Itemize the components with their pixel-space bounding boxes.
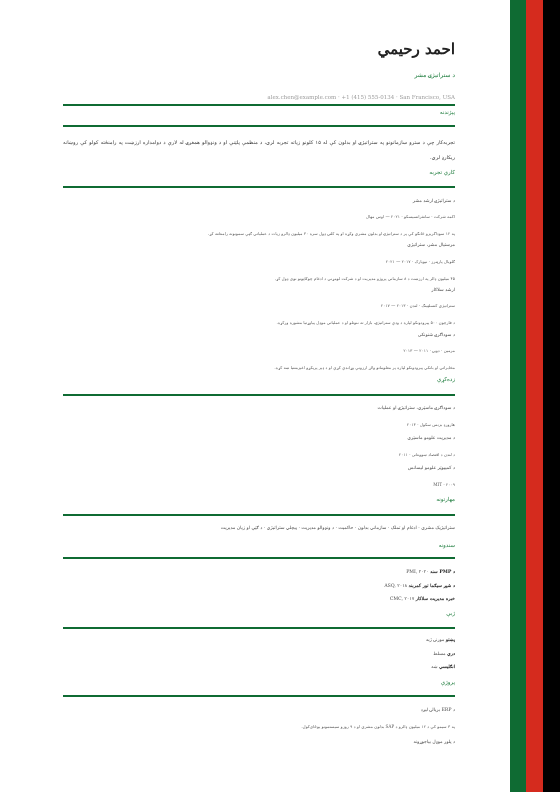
- language-item: [431, 665, 455, 670]
- language-item: [426, 638, 455, 643]
- language-level: مورنۍ ژبه: [425, 638, 445, 643]
- projects-heading: پروژې: [440, 680, 455, 686]
- exp-desc: د فارچون ۵۰۰ پېرودونکو لپاره د ودې ستراتیژۍ، بازار ته ننوتلو او د عملیاتي موډل پیاوړتیا مشوره ورکړه.: [276, 320, 455, 325]
- skills-text: ستراتیژیک مشري · ادغام او تملک · سازماني بدلون · حاکمیت · د ونډوالو مدیریت · پېچلي ستراتیژي · د ګټې او زیان مدیریت: [220, 526, 455, 531]
- cert-name: خبره مدیریت سلاکار: [415, 597, 455, 602]
- divider: [63, 394, 455, 396]
- exp-role: مرستيال مشر، ستراتیژي: [407, 243, 455, 248]
- divider: [63, 514, 455, 516]
- language-name: دري: [447, 652, 455, 657]
- edu-degree: د کمپیوټر علومو لیسانس: [407, 466, 455, 471]
- divider: [63, 695, 455, 697]
- exp-role: د ستراتيژۍ ارشد مشر: [412, 199, 455, 204]
- person-name: احمد رحيمي: [377, 40, 455, 58]
- project-title: د پلور موډل بیاجوړونه: [413, 740, 455, 745]
- summary-text: تجربه‌کار چې د سترو سازمانونو په ستراتیژۍ او بدلون کې له ۱۵ کلونو زیاته تجربه لري، د منظمې پلټنې او د ونډوالو همغږۍ له لارې د دوامداره ارزښت په رامنځته کولو کې روښانه ریکارډ لري.: [63, 140, 455, 161]
- exp-desc: ۴۵ میلیون ډالر په ارزښت د ۸ سازماني پروژو مدیریت او د شرکت لومړني د ادغام چوکاټونو نوی ډول کړ.: [274, 276, 455, 281]
- cert-item: [406, 570, 455, 575]
- edu-degree: د سوداګرۍ ماسټري، ستراتیژۍ او عملیات: [377, 406, 455, 411]
- cert-item: [390, 597, 455, 602]
- language-name: انګلیسي: [439, 665, 455, 670]
- divider: [63, 186, 455, 188]
- certs-heading: سندونه: [438, 543, 455, 549]
- education-heading: زده‌کړې: [437, 377, 455, 383]
- contact-line: alex.chen@example.com · +1 (415) 555-0134 · San Francisco, USA: [267, 95, 455, 101]
- exp-desc: په ۱۲ سوداګریزو څانګو کې پر د ستراتيژۍ او بدلون مشري وکړه او په کلنۍ ډول سره ۳۰ میلیون ډالرو زیات د عملیاتي ګټې سمونونه رامنځته کړ.: [207, 231, 455, 236]
- divider: [63, 104, 455, 106]
- exp-org: مرمین · دوبۍ · ۲۰۱۱ — ۲۰۱۳: [403, 348, 455, 353]
- language-name: پښتو: [445, 638, 455, 643]
- divider: [63, 557, 455, 559]
- language-level: ښه: [431, 665, 438, 670]
- exp-org: ګلوبال پارټنرز · نیویارک · ۲۰۱۷ — ۲۰۲۱: [385, 259, 455, 264]
- cert-detail: PMI, ۲۰۲۰: [406, 570, 429, 575]
- skills-heading: مهارتونه: [436, 497, 455, 503]
- edu-school: هارورډ بزنس سکول · ۲۰۱۳: [406, 422, 455, 427]
- exp-org: ستراتیژي کنسلټینګ · لندن · ۲۰۱۳ — ۲۰۱۷: [380, 303, 455, 308]
- flag-stripes: [510, 0, 560, 792]
- cert-detail: ASQ, ۲۰۱۸: [384, 584, 408, 589]
- cert-name: د PMP سند: [430, 570, 455, 575]
- project-title: د ERP بریالۍ لیږد: [420, 708, 455, 713]
- divider: [63, 125, 455, 127]
- cert-item: [384, 584, 455, 589]
- edu-school: MIT · ۲۰۰۹: [433, 482, 455, 487]
- exp-role: د سوداګرۍ شنونکی: [417, 333, 455, 338]
- black-stripe: [543, 0, 560, 792]
- cert-name: د شپږ سیګما تور کمربند: [408, 584, 455, 589]
- languages-heading: ژبې: [446, 611, 455, 617]
- exp-desc: مخابراتي او بانکي پېرودونکو لپاره پر معلوماتو ولاړ ارزونې وړاندې کړې او د ډېر پرېکړو اغېزمنتیا ښه کړه.: [274, 365, 455, 370]
- exp-role: ارشد سلاکار: [431, 288, 455, 293]
- experience-heading: کاري تجربه: [429, 170, 455, 176]
- language-level: مسلط: [433, 652, 446, 657]
- red-stripe: [526, 0, 543, 792]
- green-stripe: [510, 0, 526, 792]
- divider: [63, 627, 455, 629]
- edu-school: د لندن د اقتصاد ښوونځی · ۲۰۱۱: [398, 452, 455, 457]
- project-desc: په ۳ سیمو کې د ۱۲ میلیون ډالرو د SAP بدلون مشري او د ۹ روزو سیستمونو یوځای‌کول.: [301, 724, 455, 729]
- language-item: [433, 652, 455, 657]
- edu-degree: د مدیریت علومو ماسټري: [407, 436, 455, 441]
- exp-org: اکمه شرکت · سانفرانسیسکو · ۲۰۲۱ — اوس مهال: [366, 214, 455, 219]
- cert-detail: CMC, ۲۰۱۷: [389, 597, 415, 602]
- summary-heading: پېژندنه: [439, 110, 455, 116]
- job-title: د ستراتيژۍ مشر: [414, 72, 455, 79]
